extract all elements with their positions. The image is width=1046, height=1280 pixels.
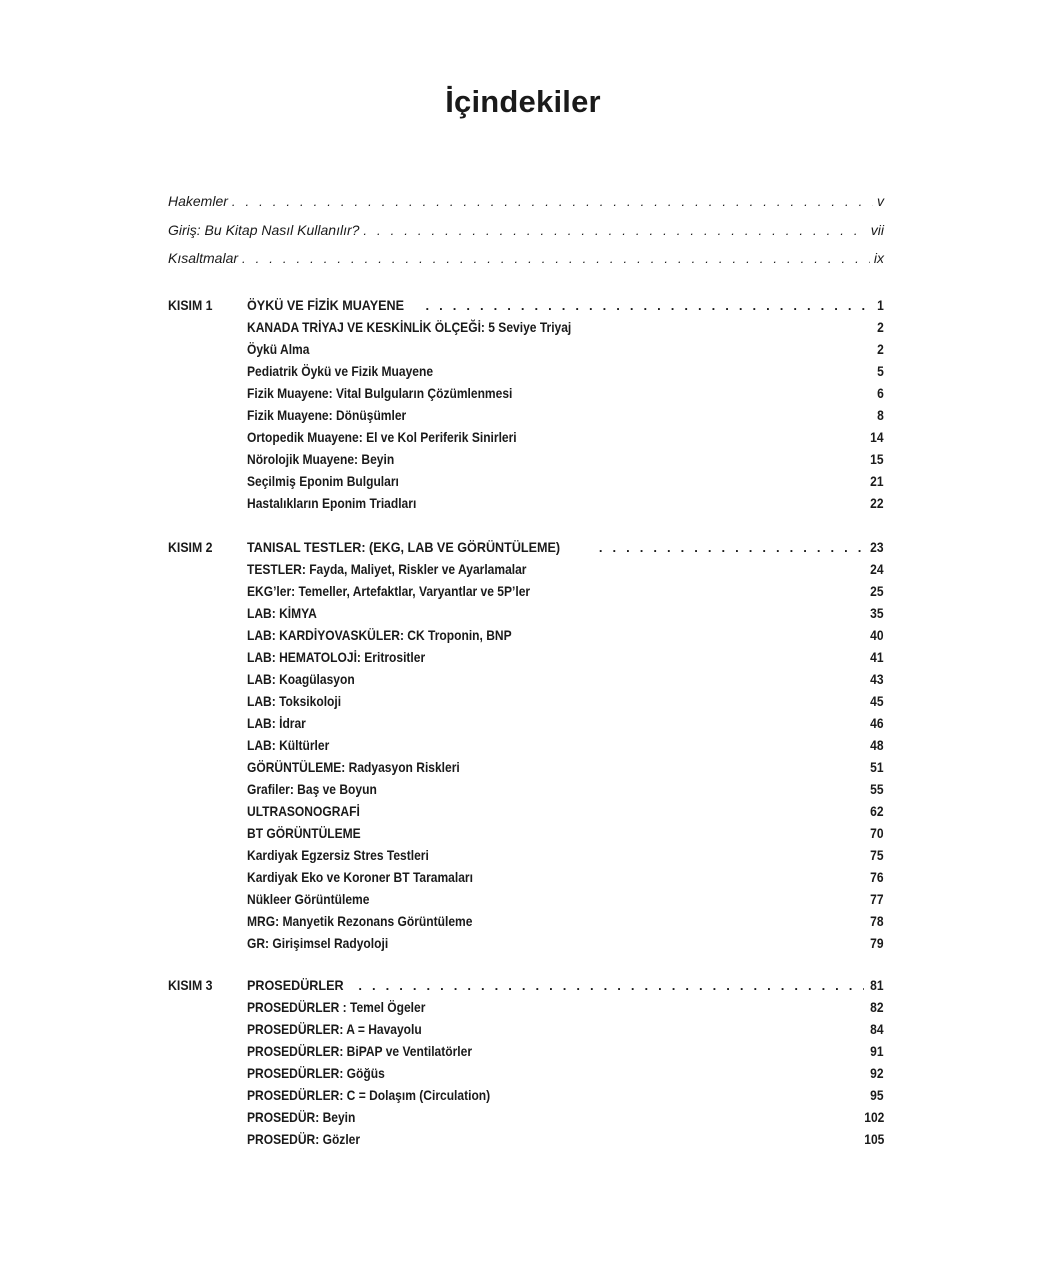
toc-entry[interactable] [247, 360, 884, 382]
toc-entry[interactable] [247, 712, 884, 734]
part-page: 1 [877, 297, 884, 313]
toc-entry-label: Pediatrik Öykü ve Fizik Muayene [247, 363, 434, 379]
toc-entry-page: 8 [877, 407, 884, 423]
toc-entry-label: LAB: Toksikoloji [247, 693, 342, 709]
toc-entry-label: Hakemler [168, 193, 228, 209]
part-page: 81 [870, 977, 884, 993]
toc-entry-page: 21 [870, 473, 884, 489]
toc-entry[interactable] [247, 932, 884, 954]
toc-entry-abbreviations[interactable] [168, 244, 884, 273]
toc-entry-label: Nörolojik Muayene: Beyin [247, 451, 395, 467]
toc-entry-page: 51 [870, 759, 884, 775]
toc-entry-page: ix [873, 250, 884, 266]
toc-entry[interactable] [247, 404, 884, 426]
toc-entry[interactable] [247, 1106, 884, 1128]
toc-entry-label: EKG’ler: Temeller, Artefaktlar, Varyantlar ve 5P’ler [247, 583, 531, 599]
toc-entry-page: 6 [877, 385, 884, 401]
toc-entry[interactable] [247, 646, 884, 668]
toc-entry-page: 102 [863, 1109, 884, 1125]
toc-entry[interactable] [247, 470, 884, 492]
toc-entry-page: 35 [870, 605, 884, 621]
toc-entry-page: vii [870, 221, 884, 238]
part-label: KISIM 1 [168, 297, 213, 313]
toc-entry-page: 48 [870, 737, 884, 753]
toc-entry-label: LAB: Koagülasyon [247, 671, 355, 687]
dot-leader [599, 537, 865, 559]
toc-entry[interactable] [247, 426, 884, 448]
toc-entry[interactable] [247, 690, 884, 712]
toc-entry-page: 15 [870, 451, 884, 467]
toc-entry-page: 22 [870, 495, 884, 511]
toc-entry-label: TESTLER: Fayda, Maliyet, Riskler ve Ayarlamalar [247, 561, 527, 577]
toc-entry-page: 55 [870, 781, 884, 797]
toc-entry-page: 78 [870, 913, 884, 929]
toc-entry-label: LAB: KİMYA [247, 605, 317, 621]
toc-entry-label: BT GÖRÜNTÜLEME [247, 825, 361, 841]
part-heading[interactable] [247, 294, 884, 316]
toc-entry[interactable] [247, 492, 884, 514]
toc-entry-page: 2 [877, 341, 884, 357]
toc-entry-page: 24 [870, 561, 884, 577]
toc-entry[interactable] [247, 1128, 884, 1150]
toc-entry-page: 91 [870, 1043, 884, 1059]
toc-entry[interactable] [247, 1018, 884, 1040]
toc-entry-page: 82 [870, 999, 884, 1015]
toc-entry-page: 2 [877, 319, 884, 335]
toc-entry-label: Ortopedik Muayene: El ve Kol Periferik Sinirleri [247, 429, 517, 445]
toc-entry-introduction[interactable] [168, 216, 884, 245]
toc-entry-page: v [877, 193, 884, 209]
toc-entry-page: 70 [870, 825, 884, 841]
toc-entry-page: 5 [877, 363, 884, 379]
part-heading[interactable] [247, 974, 884, 996]
toc-entry[interactable] [247, 1084, 884, 1106]
toc-entry-label: Nükleer Görüntüleme [247, 891, 370, 907]
toc-entry-page: 75 [870, 847, 884, 863]
part-3-section [168, 974, 884, 1150]
toc-entry-page: 43 [870, 671, 884, 687]
toc-entry-label: GR: Girişimsel Radyoloji [247, 935, 389, 951]
toc-entry[interactable] [247, 602, 884, 624]
toc-entry-label: PROSEDÜRLER: BiPAP ve Ventilatörler [247, 1043, 473, 1059]
toc-entry-label: Fizik Muayene: Vital Bulguların Çözümlenmesi [247, 385, 513, 401]
toc-entry[interactable] [247, 580, 884, 602]
toc-entry[interactable] [247, 1040, 884, 1062]
toc-entry-page: 62 [870, 803, 884, 819]
toc-entry[interactable] [247, 668, 884, 690]
toc-entry[interactable] [247, 910, 884, 932]
toc-entry-label: PROSEDÜRLER : Temel Ögeler [247, 999, 426, 1015]
toc-entry-page: 46 [870, 715, 884, 731]
toc-entry-page: 92 [870, 1065, 884, 1081]
toc-entry-page: 95 [870, 1087, 884, 1103]
part-label: KISIM 3 [168, 977, 213, 993]
part-heading[interactable] [247, 536, 884, 558]
toc-entry-page: 77 [870, 891, 884, 907]
toc-entry-label: Seçilmiş Eponim Bulguları [247, 473, 399, 489]
toc-entry-label: Giriş: Bu Kitap Nasıl Kullanılır? [168, 221, 360, 238]
front-matter-list [168, 187, 884, 273]
toc-entry[interactable] [247, 800, 884, 822]
toc-entry-label: KANADA TRİYAJ VE KESKİNLİK ÖLÇEĞİ: 5 Seviye Triyaj [247, 319, 572, 335]
toc-entry-label: ULTRASONOGRAFİ [247, 803, 360, 819]
dot-leader [426, 295, 873, 317]
toc-entry[interactable] [247, 866, 884, 888]
part-2-section [168, 536, 884, 954]
part-title: PROSEDÜRLER [247, 977, 344, 993]
toc-entry-page: 41 [870, 649, 884, 665]
toc-entry-page: 40 [870, 627, 884, 643]
toc-entry[interactable] [247, 558, 884, 580]
part-label: KISIM 2 [168, 539, 213, 555]
toc-entry-label: PROSEDÜR: Beyin [247, 1109, 356, 1125]
toc-entry-label: PROSEDÜRLER: A = Havayolu [247, 1021, 422, 1037]
toc-entry-page: 84 [870, 1021, 884, 1037]
part-title: TANISAL TESTLER: (EKG, LAB VE GÖRÜNTÜLEME) [247, 539, 561, 555]
toc-entry-label: Kardiyak Egzersiz Stres Testleri [247, 847, 429, 863]
part-title: ÖYKÜ VE FİZİK MUAYENE [247, 297, 405, 313]
toc-entry-page: 79 [870, 935, 884, 951]
toc-entry-label: Fizik Muayene: Dönüşümler [247, 407, 407, 423]
toc-entry-label: LAB: KARDİYOVASKÜLER: CK Troponin, BNP [247, 627, 512, 643]
toc-entry-label: Öykü Alma [247, 341, 310, 357]
toc-entry[interactable] [247, 996, 884, 1018]
toc-entry[interactable] [247, 1062, 884, 1084]
part-1-section [168, 294, 884, 514]
toc-entry[interactable] [247, 382, 884, 404]
toc-entry-page: 14 [870, 429, 884, 445]
toc-entry-label: LAB: İdrar [247, 715, 306, 731]
toc-entry-label: GÖRÜNTÜLEME: Radyasyon Riskleri [247, 759, 460, 775]
toc-entry-reviewers[interactable] [168, 187, 884, 216]
toc-entry[interactable] [247, 316, 884, 338]
toc-entry-label: Grafiler: Baş ve Boyun [247, 781, 377, 797]
toc-entry[interactable] [247, 448, 884, 470]
toc-entry[interactable] [247, 734, 884, 756]
toc-entry-page: 45 [870, 693, 884, 709]
dot-leader [358, 975, 864, 997]
toc-entry-label: PROSEDÜRLER: Göğüs [247, 1065, 385, 1081]
toc-entry-page: 76 [870, 869, 884, 885]
toc-entry-label: Hastalıkların Eponim Triadları [247, 495, 417, 511]
toc-entry-label: LAB: HEMATOLOJİ: Eritrositler [247, 649, 426, 665]
toc-entry[interactable] [247, 756, 884, 778]
page-title: İçindekiler [445, 84, 601, 119]
dot-leader [232, 188, 873, 217]
toc-entry-label: Kardiyak Eko ve Koroner BT Taramaları [247, 869, 473, 885]
toc-entry[interactable] [247, 888, 884, 910]
toc-entry[interactable] [247, 624, 884, 646]
dot-leader [363, 217, 866, 246]
part-page: 23 [870, 539, 884, 555]
toc-entry-page: 25 [870, 583, 884, 599]
toc-entry-label: PROSEDÜRLER: C = Dolaşım (Circulation) [247, 1087, 491, 1103]
toc-entry[interactable] [247, 844, 884, 866]
dot-leader [242, 245, 870, 274]
toc-entry-page: 105 [863, 1131, 884, 1147]
toc-entry[interactable] [247, 338, 884, 360]
toc-entry[interactable] [247, 822, 884, 844]
toc-entry[interactable] [247, 778, 884, 800]
toc-entry-label: LAB: Kültürler [247, 737, 330, 753]
toc-entry-label: PROSEDÜR: Gözler [247, 1131, 361, 1147]
toc-entry-label: Kısaltmalar [168, 250, 239, 266]
toc-entry-label: MRG: Manyetik Rezonans Görüntüleme [247, 913, 473, 929]
